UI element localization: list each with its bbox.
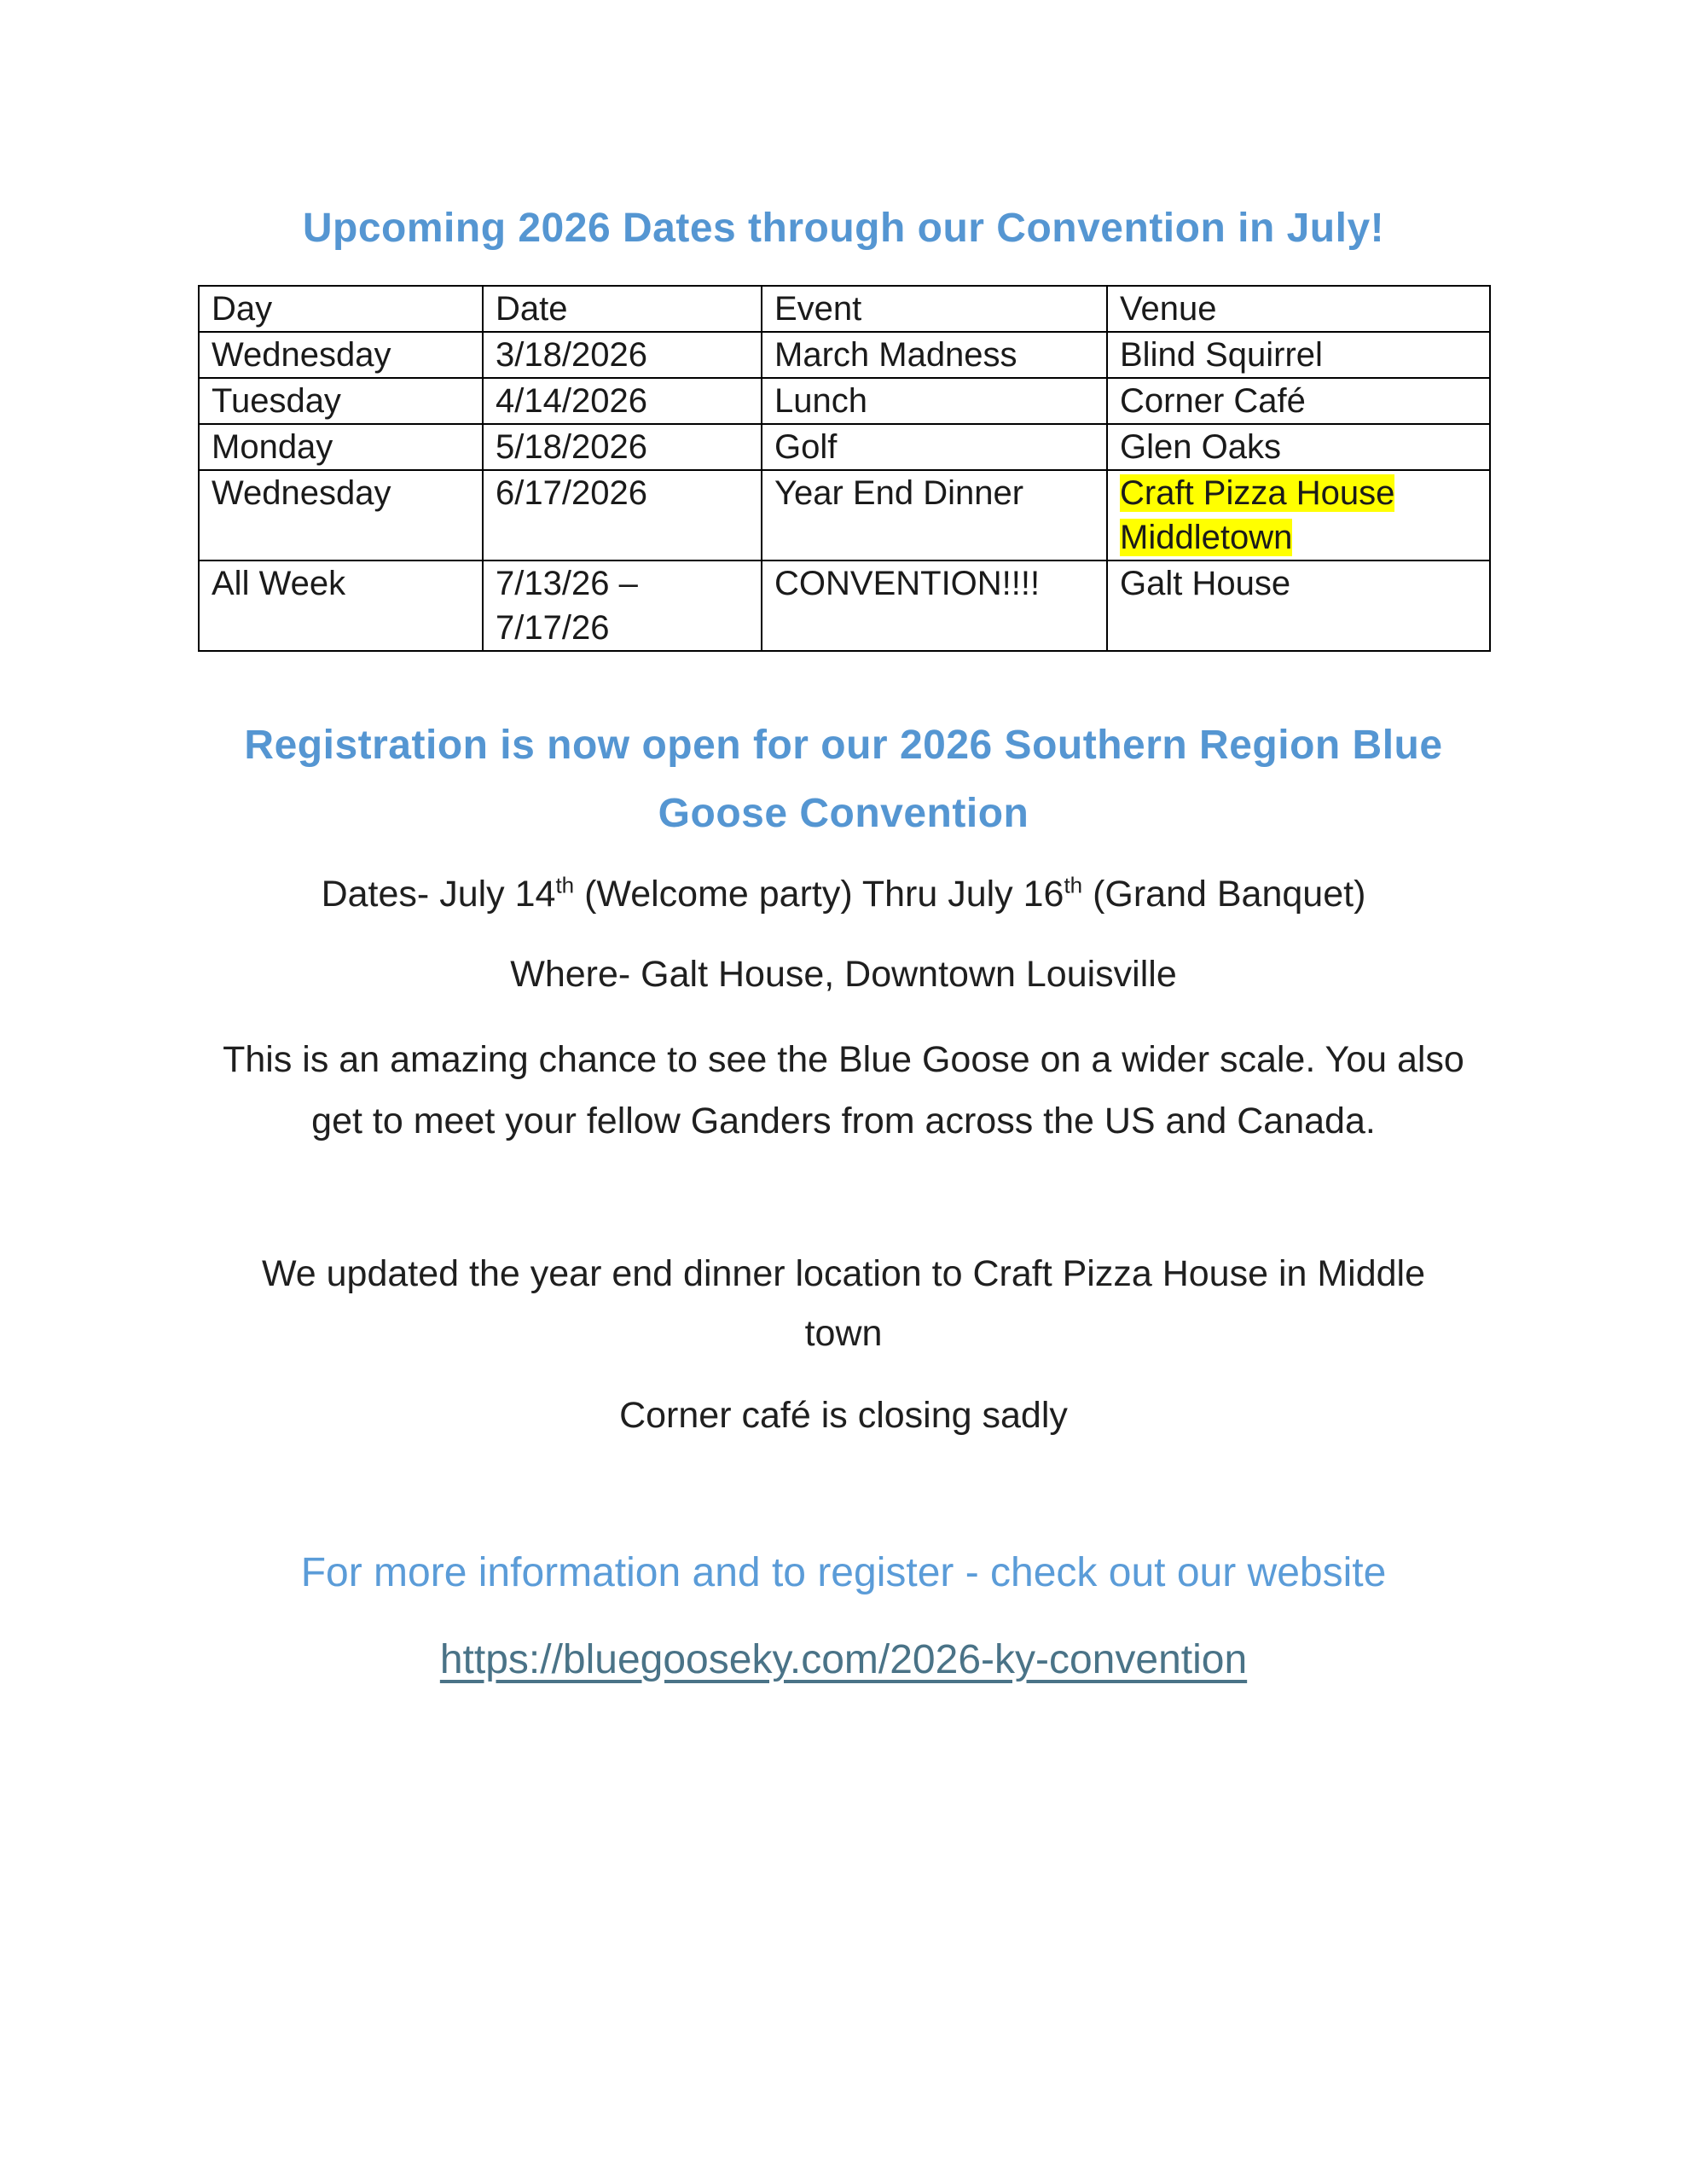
table-header-row [199, 286, 1490, 332]
closing-note: Corner café is closing sadly [619, 1395, 1068, 1436]
table-row [199, 470, 1490, 561]
table-row [199, 378, 1490, 424]
cell-date: 5/18/2026 [483, 424, 762, 470]
ordinal-suffix: th [555, 872, 575, 898]
where-line: Where- Galt House, Downtown Louisville [510, 954, 1177, 995]
dates-line [221, 870, 1466, 918]
registration-heading: Registration is now open for our 2026 Southern Region Blue Goose Convention [244, 723, 1443, 836]
table-header-venue: Venue [1107, 286, 1490, 332]
cell-event: Golf [762, 424, 1107, 470]
table-header-date: Date [483, 286, 762, 332]
table-row [199, 424, 1490, 470]
cell-event: Year End Dinner [762, 470, 1107, 561]
dates-middle: (Welcome party) Thru July 16 [574, 874, 1064, 915]
cell-day: All Week [199, 561, 483, 651]
website-link[interactable]: https://bluegooseky.com/2026-ky-convention [439, 1637, 1248, 1682]
cell-event: March Madness [762, 332, 1107, 378]
table-header-day: Day [199, 286, 483, 332]
link-line [198, 1635, 1489, 1686]
schedule-table [198, 285, 1491, 652]
description-paragraph: This is an amazing chance to see the Blue Goose on a wider scale. You also get to meet your fellow Ganders from across the US and Canada. [223, 1039, 1464, 1141]
cell-day: Wednesday [199, 470, 483, 561]
table-header-event: Event [762, 286, 1107, 332]
cell-event: Lunch [762, 378, 1107, 424]
dates-prefix: Dates- July 14 [321, 874, 556, 915]
dates-suffix: (Grand Banquet) [1082, 874, 1366, 915]
cell-venue: Glen Oaks [1107, 424, 1490, 470]
cell-date: 7/13/26 – 7/17/26 [483, 561, 762, 651]
cell-venue-highlighted [1107, 470, 1490, 561]
cell-date: 4/14/2026 [483, 378, 762, 424]
cta-line: For more information and to register - check out our website [300, 1550, 1387, 1595]
ordinal-suffix: th [1064, 872, 1083, 898]
table-row [199, 561, 1490, 651]
cell-day: Wednesday [199, 332, 483, 378]
update-note: We updated the year end dinner location to Craft Pizza House in Middle town [261, 1253, 1426, 1354]
cell-venue: Blind Squirrel [1107, 332, 1490, 378]
cell-date: 3/18/2026 [483, 332, 762, 378]
cell-date: 6/17/2026 [483, 470, 762, 561]
page-title: Upcoming 2026 Dates through our Convention in July! [302, 206, 1385, 251]
document-content [198, 205, 1489, 1686]
cell-venue: Galt House [1107, 561, 1490, 651]
cell-event: CONVENTION!!!! [762, 561, 1107, 651]
highlighted-venue-text: Craft Pizza House Middletown [1120, 474, 1395, 556]
cell-day: Monday [199, 424, 483, 470]
table-row [199, 332, 1490, 378]
cell-day: Tuesday [199, 378, 483, 424]
cell-venue: Corner Café [1107, 378, 1490, 424]
